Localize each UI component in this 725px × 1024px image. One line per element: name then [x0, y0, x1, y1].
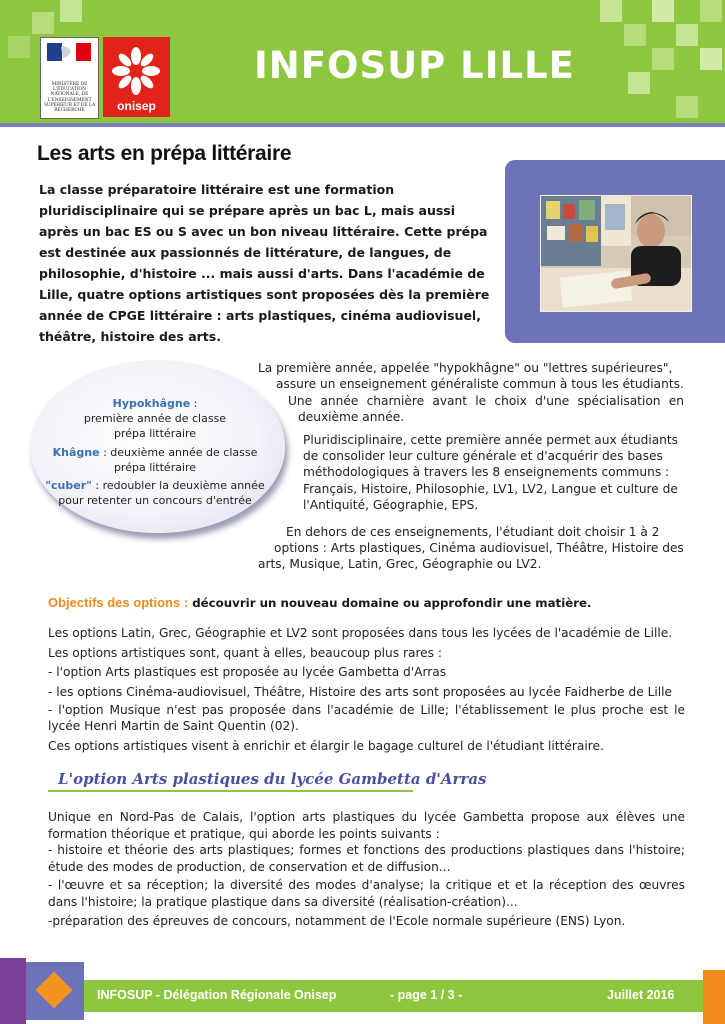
arts-plastiques-section — [48, 809, 685, 929]
footer-left: INFOSUP - Délégation Régionale Onisep — [97, 988, 337, 1002]
first-year-description — [258, 360, 684, 573]
options-item: - les options Cinéma-audiovisuel, Théâtre, Histoire des arts sont proposées au lycée Faidherbe de Lille — [48, 684, 673, 699]
onisep-label: onisep — [117, 99, 156, 113]
decor-square — [600, 0, 622, 22]
intro-text: La classe préparatoire littéraire est une formation pluridisciplinaire qui se prépare après un bac L, mais aussi après un bac ES ou S avec un bon niveau littéraire. Cette prépa est destinée aux passionnés de littérature, de langues, de philosophie, d'histoire ... mais aussi d'arts. Dans l'académie de Lille, quatre options artistiques sont proposées dès la première année de CPGE littéraire : arts plastiques, cinéma audiovisuel, théâtre, histoire des arts. — [39, 182, 490, 344]
page-title: Les arts en prépa littéraire — [37, 142, 292, 165]
options-item: Les options Latin, Grec, Géographie et LV2 sont proposées dans tous les lycées de l'académie de Lille. — [48, 626, 673, 640]
student-drawing-photo — [540, 195, 692, 312]
glossary-def: redoubler la deuxième année pour retenter un concours d'entrée — [58, 479, 265, 508]
photo-illustration — [541, 196, 691, 311]
footer-decor — [703, 970, 725, 1024]
glossary-def: deuxième année de classe prépa littéraire — [110, 445, 258, 474]
section-point: -préparation des épreuves de concours, notamment de l'Ecole normale supérieure (ENS) Lyon. — [48, 913, 626, 928]
section-title: L'option Arts plastiques du lycée Gambetta d'Arras — [58, 770, 487, 788]
p3-line: arts, Musique, Latin, Grec, Géographie ou LV2. — [258, 557, 542, 572]
objectives-text: découvrir un nouveau domaine ou approfondir une matière. — [188, 596, 592, 610]
p1-line: assure un enseignement généraliste commun à tous les étudiants. — [276, 377, 684, 392]
intro-paragraph — [39, 179, 497, 347]
header-banner — [0, 0, 725, 123]
decor-square — [676, 24, 698, 46]
p1-line: deuxième année. — [298, 410, 405, 425]
p1-line: Une année charnière avant le choix d'une spécialisation en — [288, 393, 684, 408]
footer-page: - page 1 / 3 - — [390, 988, 463, 1002]
objectives-line — [48, 595, 592, 610]
options-item: - l'option Musique n'est pas proposée dans l'académie de Lille; l'établissement le plus proche est le lycée Henri Martin de Saint Quentin (02). — [48, 703, 685, 734]
glossary-entry — [40, 396, 270, 442]
glossary-term: Hypokhâgne — [112, 397, 191, 410]
p3-line: options : Arts plastiques, Cinéma audiovisuel, Théâtre, Histoire des — [274, 541, 684, 556]
glossary — [40, 396, 270, 511]
section-point: - l'œuvre et sa réception; la diversité des modes d'analyse; la critique et et la réception des œuvres dans l'histoire; la pratique plastique dans sa diversité (réalisation-création)... — [48, 878, 685, 909]
glossary-term: Khâgne — [52, 445, 100, 459]
options-item: - l'option Arts plastiques est proposée au lycée Gambetta d'Arras — [48, 665, 447, 680]
glossary-term: "cuber" — [45, 479, 92, 493]
glossary-def: première année de classe prépa littéraire — [83, 412, 227, 441]
multidisciplinary-paragraph: Pluridisciplinaire, cette première année permet aux étudiants de consolider leur culture générale et d'acquérir des bases méthodologiques à travers les 8 enseignements communs : Français, Histoire, Philosophie, LV1, LV2, Langue et culture de l'Antiquité, Géographie, EPS. — [303, 432, 679, 513]
onisep-star-icon — [103, 41, 170, 101]
section-point: - histoire et théorie des arts plastiques; formes et fonctions des productions plastiques dans l'histoire; étude des modes de production, de conservation et de diffusion... — [48, 843, 685, 874]
header-divider — [0, 123, 725, 127]
section-underline — [48, 790, 413, 792]
decor-square — [676, 96, 698, 118]
options-list — [48, 624, 685, 757]
decor-square — [32, 12, 54, 34]
options-item: Ces options artistiques visent à enrichir et élargir le bagage culturel de l'étudiant littéraire. — [48, 739, 604, 754]
p3-line: En dehors de ces enseignements, l'étudiant doit choisir 1 à 2 — [286, 524, 660, 539]
options-item: Les options artistiques sont, quant à elles, beaucoup plus rares : — [48, 645, 443, 660]
decor-square — [624, 24, 646, 46]
decor-square — [8, 36, 30, 58]
glossary-entry — [40, 478, 270, 508]
glossary-entry — [40, 445, 270, 475]
photo-panel — [505, 160, 725, 343]
footer-bar — [0, 980, 725, 1012]
footer-date: Juillet 2016 — [607, 988, 675, 1002]
glossary-sep: : — [99, 445, 107, 459]
onisep-logo — [103, 37, 170, 117]
marianne-flag-icon — [47, 43, 91, 61]
footer-decor — [0, 958, 26, 1024]
ministry-text: MINISTÈRE DE L'ÉDUCATION NATIONALE, DE L'ENSEIGNEMENT SUPÉRIEUR ET DE LA RECHERCHE — [43, 82, 96, 114]
decor-square — [652, 48, 674, 70]
objectives-label: Objectifs des options : — [48, 595, 189, 610]
decor-square — [700, 0, 722, 22]
glossary-sep: : — [91, 479, 100, 493]
site-title: INFOSUP LILLE — [254, 44, 575, 87]
p1-line: La première année, appelée "hypokhâgne" ou "lettres supérieures", — [258, 361, 673, 375]
glossary-sep: : — [190, 397, 198, 410]
decor-square — [60, 0, 82, 22]
section-intro: Unique en Nord-Pas de Calais, l'option arts plastiques du lycée Gambetta propose aux élèves une formation théorique et pratique, qui aborde les points suivants : — [48, 810, 685, 841]
decor-square — [628, 72, 650, 94]
decor-square — [700, 48, 722, 70]
ministry-logo — [40, 37, 99, 119]
decor-square — [652, 0, 674, 22]
